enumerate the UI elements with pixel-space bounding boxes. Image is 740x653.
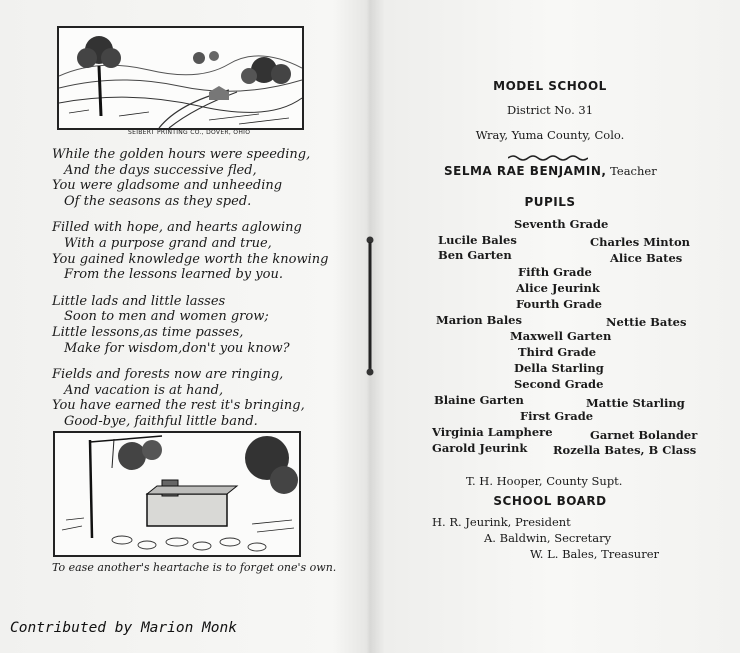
poem-stanza <box>52 294 352 356</box>
poem-line: Little lads and little lasses <box>52 293 226 309</box>
poem-line: And the days successive fled, <box>64 162 257 178</box>
pupil-name: Alice Bates <box>610 251 683 265</box>
pupil-name: Blaine Garten <box>434 393 524 407</box>
board-member: A. Baldwin, Secretary <box>484 531 612 545</box>
pupil-name: Charles Minton <box>590 235 690 249</box>
pupils-heading: PUPILS <box>524 195 576 209</box>
poem-line: While the golden hours were speeding, <box>52 147 311 162</box>
poem-stanza <box>52 220 352 282</box>
poem-line: Make for wisdom,don't you know? <box>64 340 290 356</box>
well-and-trough-icon <box>52 430 302 558</box>
pupil-name: Garold Jeurink <box>432 441 528 455</box>
poem-line: With a purpose grand and true, <box>64 235 272 251</box>
pupil-name: Maxwell Garten <box>510 329 612 343</box>
pupil-name: Della Starling <box>514 361 604 375</box>
poem-line: You have earned the rest it's bringing, <box>52 398 305 414</box>
poem-line: Of the seasons as they sped. <box>64 193 252 209</box>
board-member: W. L. Bales, Treasurer <box>530 547 660 561</box>
board-member: H. R. Jeurink, President <box>432 515 571 529</box>
pupil-name: Virginia Lamphere <box>432 425 553 439</box>
well-drawing <box>52 430 302 558</box>
grade-heading: Seventh Grade <box>514 217 609 231</box>
motto-caption: To ease another's heartache is to forget one's own. <box>52 561 337 574</box>
poem-line: And vacation is at hand, <box>64 382 224 398</box>
school-board-heading: SCHOOL BOARD <box>493 494 607 508</box>
superintendent: T. H. Hooper, County Supt. <box>466 474 623 488</box>
grade-heading: Third Grade <box>518 345 597 359</box>
landscape-drawing <box>59 28 302 128</box>
grade-heading: Fifth Grade <box>518 265 592 279</box>
pupil-name: Nettie Bates <box>606 315 687 329</box>
pupil-name: Ben Garten <box>438 248 512 262</box>
poem-stanza <box>52 367 352 429</box>
ornament-divider-icon <box>508 154 588 162</box>
grade-heading: Fourth Grade <box>516 297 602 311</box>
school-name: MODEL SCHOOL <box>493 79 607 93</box>
poem-line: Soon to men and women grow; <box>64 309 269 325</box>
district: District No. 31 <box>506 103 594 117</box>
poem-line: From the lessons learned by you. <box>64 267 283 283</box>
grade-heading: First Grade <box>520 409 594 423</box>
location: Wray, Yuma County, Colo. <box>475 128 625 142</box>
poem-stanza <box>52 147 352 209</box>
pupil-name: Lucile Bales <box>438 233 517 247</box>
teacher-role: Teacher <box>610 164 657 178</box>
contributor-credit: Contributed by Marion Monk <box>10 620 237 636</box>
poem-line: Fields and forests now are ringing, <box>52 367 284 383</box>
pupil-name: Mattie Starling <box>586 396 685 410</box>
teacher-line <box>444 164 657 178</box>
pupil-name: Marion Bales <box>436 313 522 327</box>
poem-line: Little lessons,as time passes, <box>52 324 244 340</box>
countryside-landscape-icon <box>57 26 304 130</box>
poem-line: Good-bye, faithful little band. <box>64 413 258 429</box>
poem-line: You gained knowledge worth the knowing <box>52 251 329 267</box>
pupil-name: Garnet Bolander <box>590 428 698 442</box>
teacher-name: SELMA RAE BENJAMIN, <box>444 164 607 178</box>
grade-heading: Second Grade <box>514 377 604 391</box>
pupil-name: Rozella Bates, B Class <box>553 443 697 457</box>
left-page <box>0 0 368 653</box>
poem-line: You were gladsome and unheeding <box>52 178 283 194</box>
pupil-name: Alice Jeurink <box>516 281 600 295</box>
right-page <box>372 0 740 653</box>
poem <box>52 147 352 441</box>
poem-line: Filled with hope, and hearts aglowing <box>52 220 302 236</box>
printer-credit: SEIBERT PRINTING CO., DOVER, OHIO <box>128 129 251 136</box>
